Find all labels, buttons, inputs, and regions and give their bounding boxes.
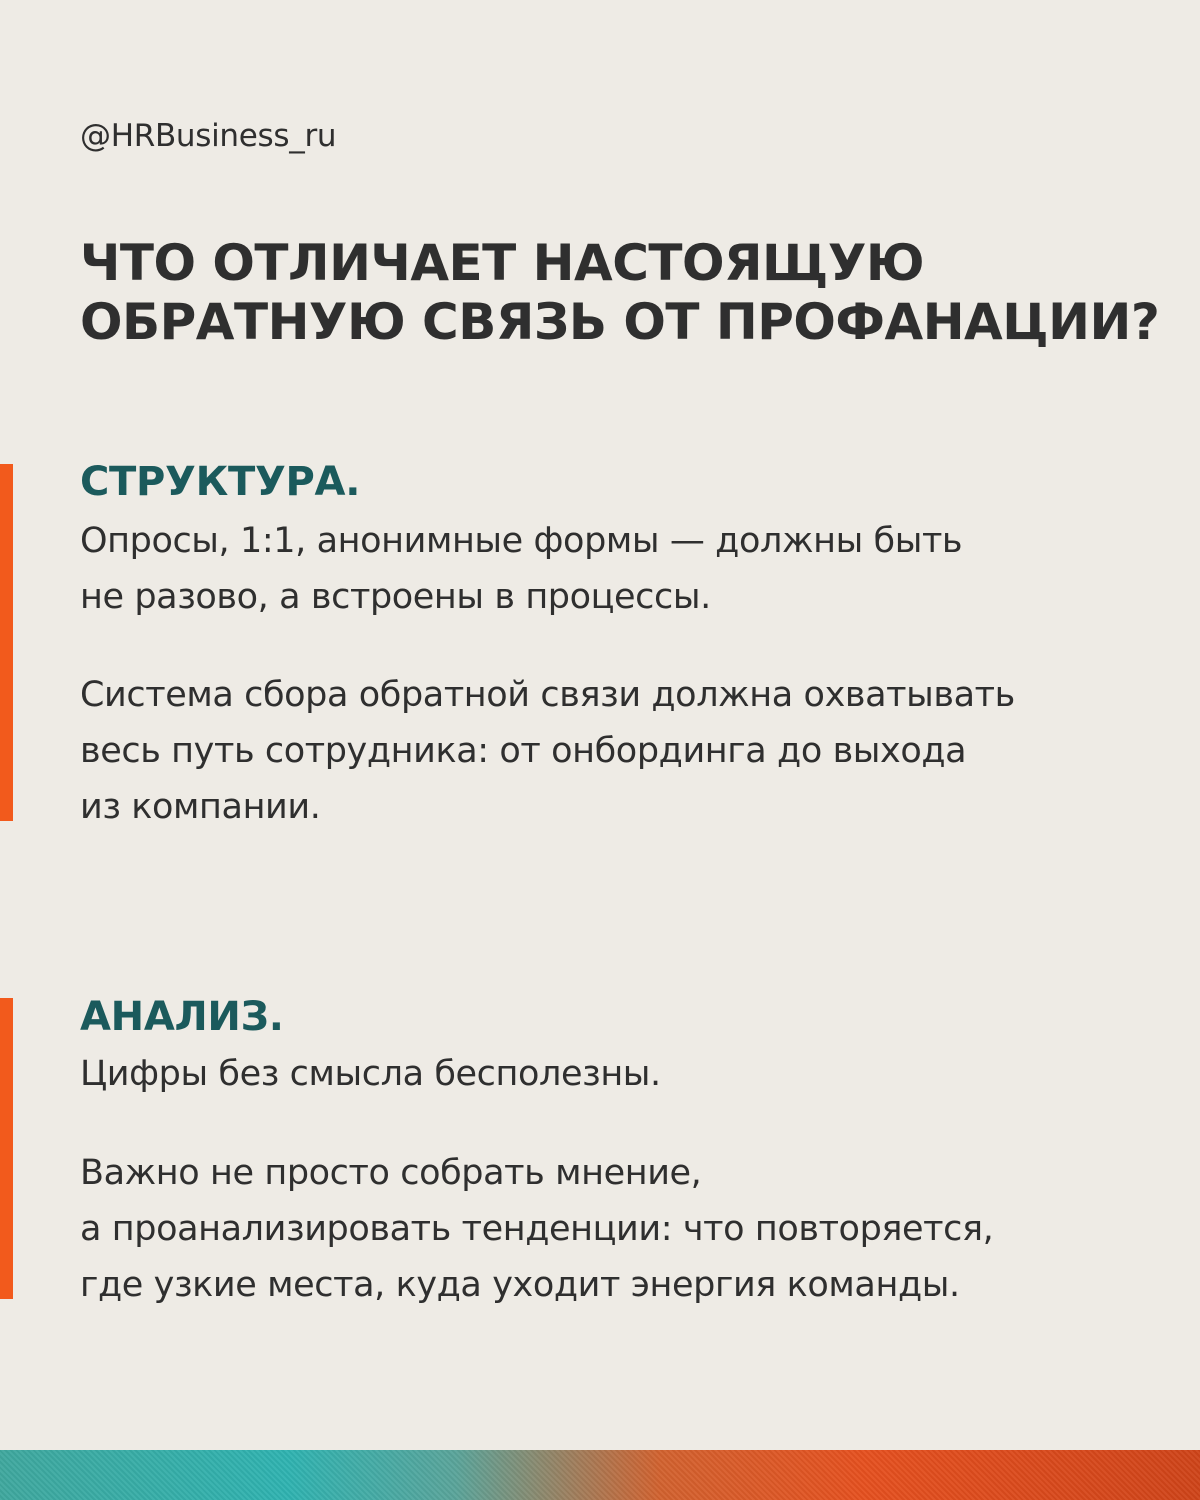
paragraph-line: Опросы, 1:1, анонимные формы — должны быть (80, 521, 963, 561)
paragraph-line: Важно не просто собрать мнение, (80, 1153, 702, 1193)
handle: @HRBusiness_ru (80, 118, 337, 154)
paragraph-line: из компании. (80, 787, 321, 827)
paragraph-line: а проанализировать тенденции: что повторяется, (80, 1209, 994, 1249)
headline-line: ОБРАТНУЮ СВЯЗЬ ОТ ПРОФАНАЦИИ? (80, 293, 1160, 351)
headline (80, 234, 1180, 352)
section-accent-bar (0, 464, 13, 821)
paragraph-line: где узкие места, куда уходит энергия команды. (80, 1265, 960, 1305)
paragraph-line: весь путь сотрудника: от онбординга до выхода (80, 731, 967, 771)
headline-line: ЧТО ОТЛИЧАЕТ НАСТОЯЩУЮ (80, 234, 925, 292)
paragraph-line: Система сбора обратной связи должна охватывать (80, 675, 1015, 715)
paragraph-line: не разово, а встроены в процессы. (80, 577, 711, 617)
section-heading-structure: СТРУКТУРА. (80, 459, 361, 505)
section-paragraph (80, 667, 1170, 835)
section-accent-bar (0, 998, 13, 1299)
paragraph-line: Цифры без смысла бесполезны. (80, 1054, 661, 1094)
section-heading-analysis: АНАЛИЗ. (80, 994, 284, 1040)
section-paragraph (80, 1145, 1170, 1313)
decorative-gradient-strip (0, 1450, 1200, 1500)
section-paragraph (80, 1046, 1170, 1102)
section-paragraph (80, 513, 1170, 625)
